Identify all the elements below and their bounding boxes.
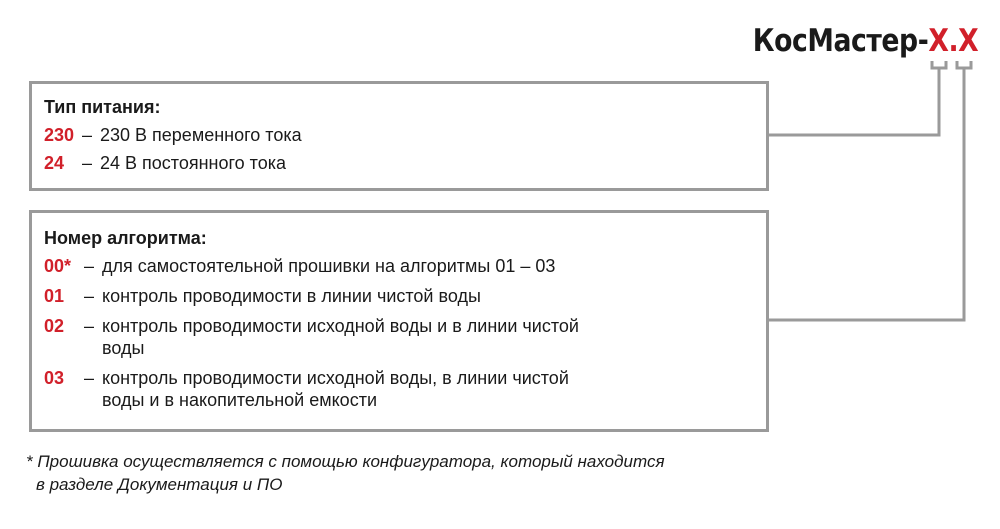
- algorithm-description-text: для самостоятельной прошивки на алгоритмы 01 – 03: [102, 256, 556, 276]
- bracket-power: [932, 61, 946, 68]
- algorithm-code: 00*: [44, 256, 72, 276]
- model-title: [752, 23, 978, 59]
- dash: –: [84, 256, 95, 276]
- power-code: 230: [44, 125, 75, 145]
- algorithm-description-text: контроль проводимости исходной воды и в линии чистой: [102, 316, 579, 336]
- power-type-heading: Тип питания:: [44, 97, 161, 117]
- algorithm-description-text: контроль проводимости в линии чистой воды: [102, 286, 481, 306]
- algorithm-description: [102, 255, 722, 277]
- algorithm-option-00: [44, 255, 766, 277]
- algorithm-option-02: [44, 315, 766, 359]
- dash: –: [84, 316, 95, 336]
- algorithm-option-03: [44, 367, 766, 411]
- algorithm-code: 01: [44, 286, 65, 306]
- power-code: 24: [44, 153, 65, 173]
- algorithm-description-continuation: воды: [102, 338, 145, 358]
- algorithm-description: [102, 315, 722, 359]
- power-option-24: [44, 152, 766, 174]
- algorithm-code: 03: [44, 368, 65, 388]
- model-name-base: КосМастер-: [752, 23, 929, 59]
- algorithm-description: [102, 367, 722, 411]
- algorithm-description: [102, 285, 722, 307]
- footnote: [26, 450, 786, 496]
- model-code-algorithm: X: [957, 23, 978, 59]
- algorithm-box: [29, 210, 769, 432]
- footnote-line-1: * Прошивка осуществляется с помощью конфигуратора, который находится: [26, 452, 665, 471]
- bracket-algorithm: [957, 61, 971, 68]
- power-description: 24 В постоянного тока: [100, 153, 286, 173]
- algorithm-description-text: контроль проводимости исходной воды, в линии чистой: [102, 368, 569, 388]
- dash: –: [82, 153, 93, 173]
- model-code-power: X: [928, 23, 949, 59]
- footnote-line-2: в разделе Документация и ПО: [36, 475, 283, 494]
- power-option-230: [44, 124, 766, 146]
- algorithm-code: 02: [44, 316, 65, 336]
- connector-power: [769, 68, 939, 135]
- algorithm-description-continuation: воды и в накопительной емкости: [102, 390, 377, 410]
- algorithm-heading: Номер алгоритма:: [44, 228, 207, 248]
- dash: –: [84, 368, 95, 388]
- power-type-box: [29, 81, 769, 191]
- dash: –: [82, 125, 93, 145]
- dash: –: [84, 286, 95, 306]
- algorithm-option-01: [44, 285, 766, 307]
- power-description: 230 В переменного тока: [100, 125, 302, 145]
- connector-algorithm: [769, 68, 964, 320]
- model-code-separator: .: [948, 23, 958, 59]
